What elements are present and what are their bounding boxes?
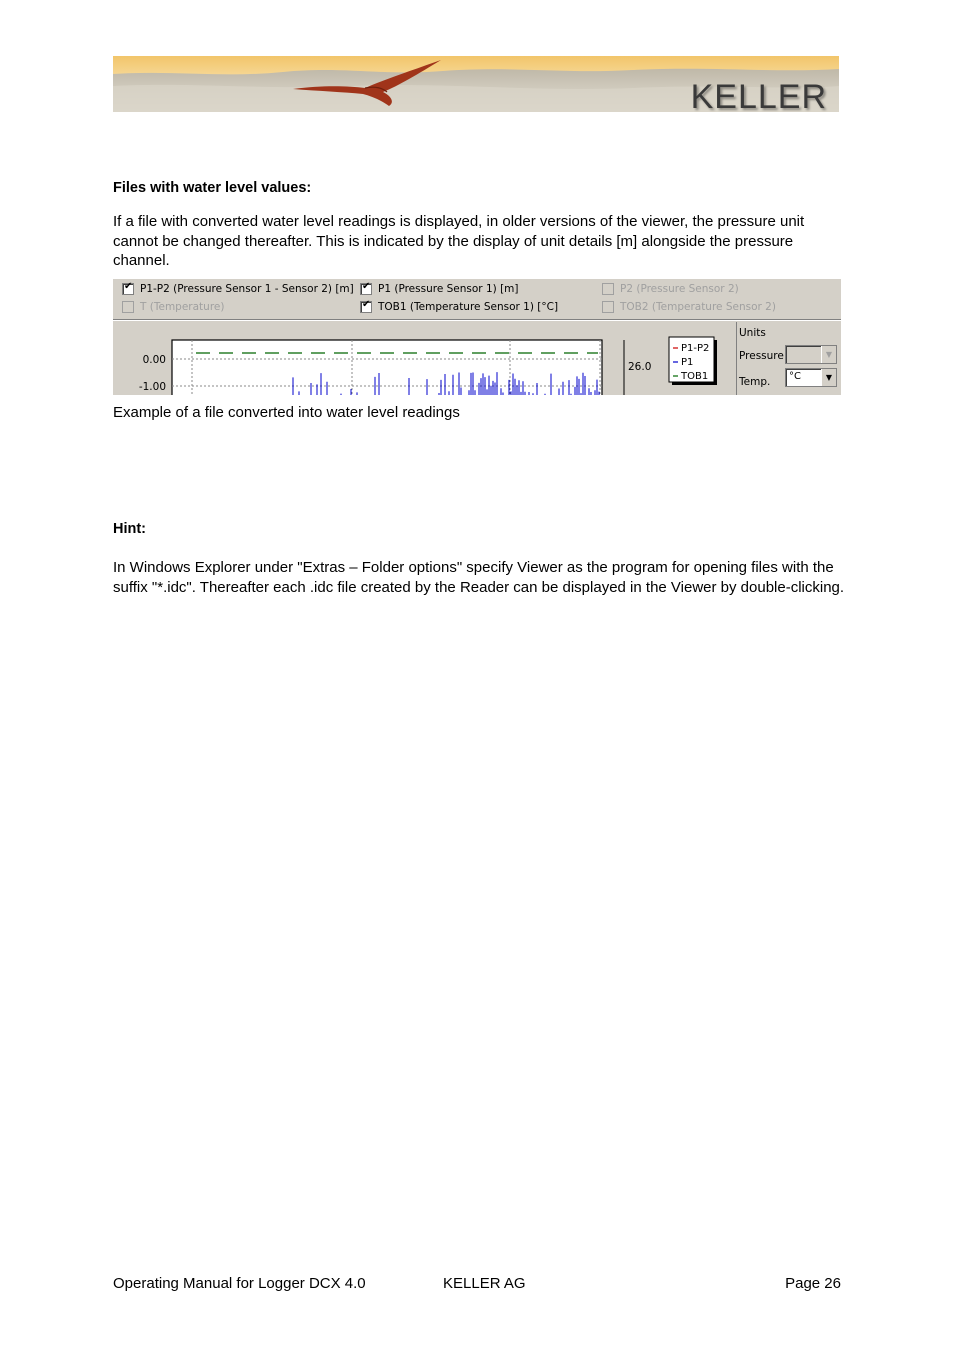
hint-paragraph: In Windows Explorer under "Extras – Folder options" specify Viewer as the program for opening files with the suffix "*.idc". Thereafter each .idc file created by the Reader can be displayed in the Viewer by double-clicking. [113,559,845,596]
channel-label: P1 (Pressure Sensor 1) [m] [378,283,519,295]
channel-label: P1-P2 (Pressure Sensor 1 - Sensor 2) [m] [140,283,354,295]
legend-shadow [714,340,717,385]
hint-heading: Hint: [113,521,147,537]
temp-unit-select[interactable] [785,368,837,387]
checkbox-box[interactable] [122,283,134,295]
legend-label: P1 [681,357,694,368]
section-heading-water-level: Files with water level values: [113,180,312,196]
legend-shadow [672,382,717,385]
channel-checkbox-p2[interactable] [602,283,739,295]
temp-unit-value: °C [789,371,801,382]
footer-page-number: Page 26 [785,1275,841,1292]
pressure-unit-select[interactable] [785,345,837,364]
channel-label: P2 (Pressure Sensor 2) [620,283,739,295]
checkbox-box[interactable] [602,301,614,313]
checkbox-box[interactable] [360,301,372,313]
legend-label: P1-P2 [681,343,710,354]
footer-manual-title: Operating Manual for Logger DCX 4.0 [113,1275,366,1292]
chart-legend [669,337,717,385]
check-icon: ✔ [362,299,371,310]
viewer-screenshot [113,279,841,395]
footer-company: KELLER AG [443,1275,526,1292]
y-tick-label: 0.00 [142,354,166,366]
check-icon: ✔ [124,281,133,292]
chevron-down-icon[interactable]: ▼ [821,346,836,363]
channel-checkbox-tob2[interactable] [602,301,776,313]
checkbox-box[interactable] [360,283,372,295]
chevron-down-icon[interactable]: ▼ [821,369,836,386]
chart-svg [114,322,735,395]
keller-logo: KELLER [690,78,827,112]
units-title: Units [739,327,766,339]
channel-checkbox-tob1[interactable] [360,301,558,313]
checkbox-box[interactable] [122,301,134,313]
section-paragraph-water-level: If a file with converted water level readings is displayed, in older versions of the viewer, the pressure unit cannot be changed thereafter. This is indicated by the display of unit details [m] alongside the pressure channel. [113,213,805,269]
right-tick-label: 26.0 [628,361,652,373]
pressure-unit-label: Pressure [739,350,784,362]
checkbox-box[interactable] [602,283,614,295]
channel-label: TOB2 (Temperature Sensor 2) [620,301,776,313]
channel-label: T (Temperature) [140,301,225,313]
figure-caption: Example of a file converted into water level readings [113,404,460,421]
chart-panel [114,322,735,395]
channel-checkbox-t[interactable] [122,301,224,313]
divider [113,320,841,321]
legend-label: TOB1 [681,371,709,382]
check-icon: ✔ [362,281,371,292]
y-tick-label: -1.00 [138,381,166,393]
channel-checkbox-p1p2[interactable] [122,283,354,295]
units-panel [736,322,841,395]
temp-unit-label: Temp. [739,376,771,388]
header-banner [113,56,839,112]
channel-checkbox-p1[interactable] [360,283,518,295]
channel-label: TOB1 (Temperature Sensor 1) [°C] [378,301,559,313]
